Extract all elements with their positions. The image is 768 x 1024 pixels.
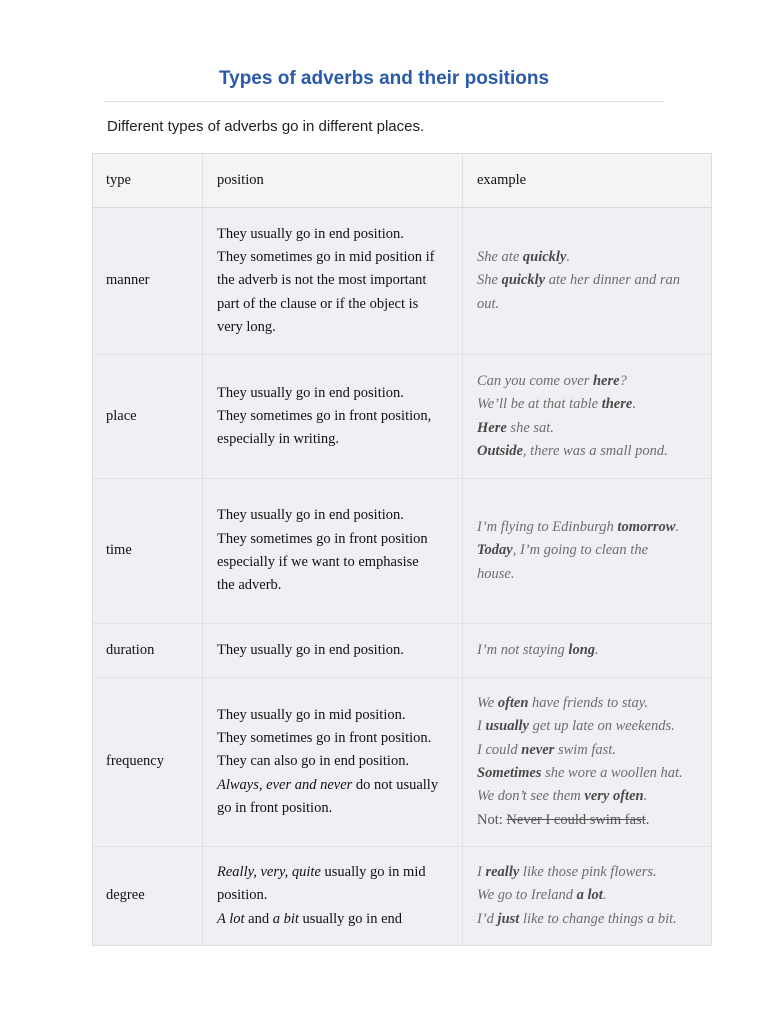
type-cell: degree (106, 887, 145, 904)
position-line: They sometimes go in front position. (217, 730, 432, 747)
position-cell (217, 704, 455, 820)
example-line: I’d just like to change things a bit. (477, 910, 677, 927)
example-line: I usually get up late on weekends. (477, 718, 675, 735)
example-line: We often have friends to stay. (477, 695, 649, 712)
example-line: I’m not staying long. (477, 641, 599, 658)
header-example: example (477, 171, 527, 188)
position-cell (217, 639, 455, 662)
column-divider (202, 154, 203, 945)
example-line: I’m flying to Edinburgh tomorrow. (477, 519, 680, 536)
example-line: I could never swim fast. (477, 741, 616, 758)
header-type: type (106, 171, 131, 188)
column-divider (462, 154, 463, 945)
example-cell (477, 246, 703, 316)
example-cell (477, 692, 703, 832)
example-cell (477, 861, 703, 931)
example-line: out. (477, 295, 500, 312)
example-cell (477, 370, 703, 463)
position-cell (217, 861, 455, 931)
example-line: We don’t see them very often. (477, 788, 648, 805)
table-row (93, 478, 711, 623)
example-line: We’ll be at that table there. (477, 396, 636, 413)
position-line: They usually go in end position. (217, 384, 404, 401)
position-line: the adverb is not the most important (217, 272, 427, 289)
position-line: Really, very, quite usually go in mid (217, 864, 426, 881)
table-row (93, 354, 711, 478)
example-line: She ate quickly. (477, 249, 571, 266)
incorrect-example-line: Not: Never I could swim fast. (477, 811, 650, 828)
table-header-row (93, 154, 711, 208)
page-title: Types of adverbs and their positions (218, 68, 550, 89)
position-line: position. (217, 887, 268, 904)
example-line: I really like those pink flowers. (477, 864, 657, 881)
example-cell (477, 639, 703, 662)
table-row (93, 208, 711, 354)
position-line: They usually go in end position. (217, 641, 404, 658)
position-cell (217, 504, 455, 597)
header-position: position (217, 171, 264, 188)
position-line: They sometimes go in front position, (217, 407, 432, 424)
position-line: very long. (217, 318, 276, 335)
table-row (93, 846, 711, 945)
example-line: house. (477, 565, 515, 582)
type-cell: frequency (106, 753, 164, 770)
example-line: Today, I’m going to clean the (477, 542, 649, 559)
position-line: They sometimes go in front position (217, 530, 428, 547)
example-cell (477, 516, 703, 586)
adverbs-table (92, 153, 712, 946)
example-line: Sometimes she wore a woollen hat. (477, 765, 683, 781)
table-row (93, 623, 711, 677)
title-divider (104, 101, 664, 102)
table-row (93, 677, 711, 846)
position-cell (217, 223, 455, 339)
position-line: They usually go in mid position. (217, 706, 406, 723)
position-line: They sometimes go in mid position if (217, 249, 435, 266)
example-line: Can you come over here? (477, 372, 627, 389)
position-line: They can also go in end position. (217, 753, 410, 770)
position-line: part of the clause or if the object is (217, 295, 419, 312)
intro-text: Different types of adverbs go in different places. (107, 118, 425, 135)
position-line: especially if we want to emphasise (217, 554, 419, 570)
type-cell: place (106, 407, 137, 424)
example-line: She quickly ate her dinner and ran (477, 272, 680, 289)
position-line: A lot and a bit usually go in end (217, 910, 403, 927)
position-line: They usually go in end position. (217, 225, 404, 242)
position-line: Always, ever and never do not usually (217, 776, 439, 793)
position-line: the adverb. (217, 577, 282, 594)
type-cell: duration (106, 641, 155, 658)
position-line: especially in writing. (217, 431, 340, 448)
example-line: We go to Ireland a lot. (477, 887, 607, 904)
example-line: Outside, there was a small pond. (477, 442, 668, 459)
type-cell: manner (106, 272, 150, 289)
position-line: They usually go in end position. (217, 507, 404, 524)
position-line: go in front position. (217, 799, 333, 816)
type-cell: time (106, 542, 132, 559)
example-line: Here she sat. (477, 419, 554, 436)
position-cell (217, 382, 455, 452)
